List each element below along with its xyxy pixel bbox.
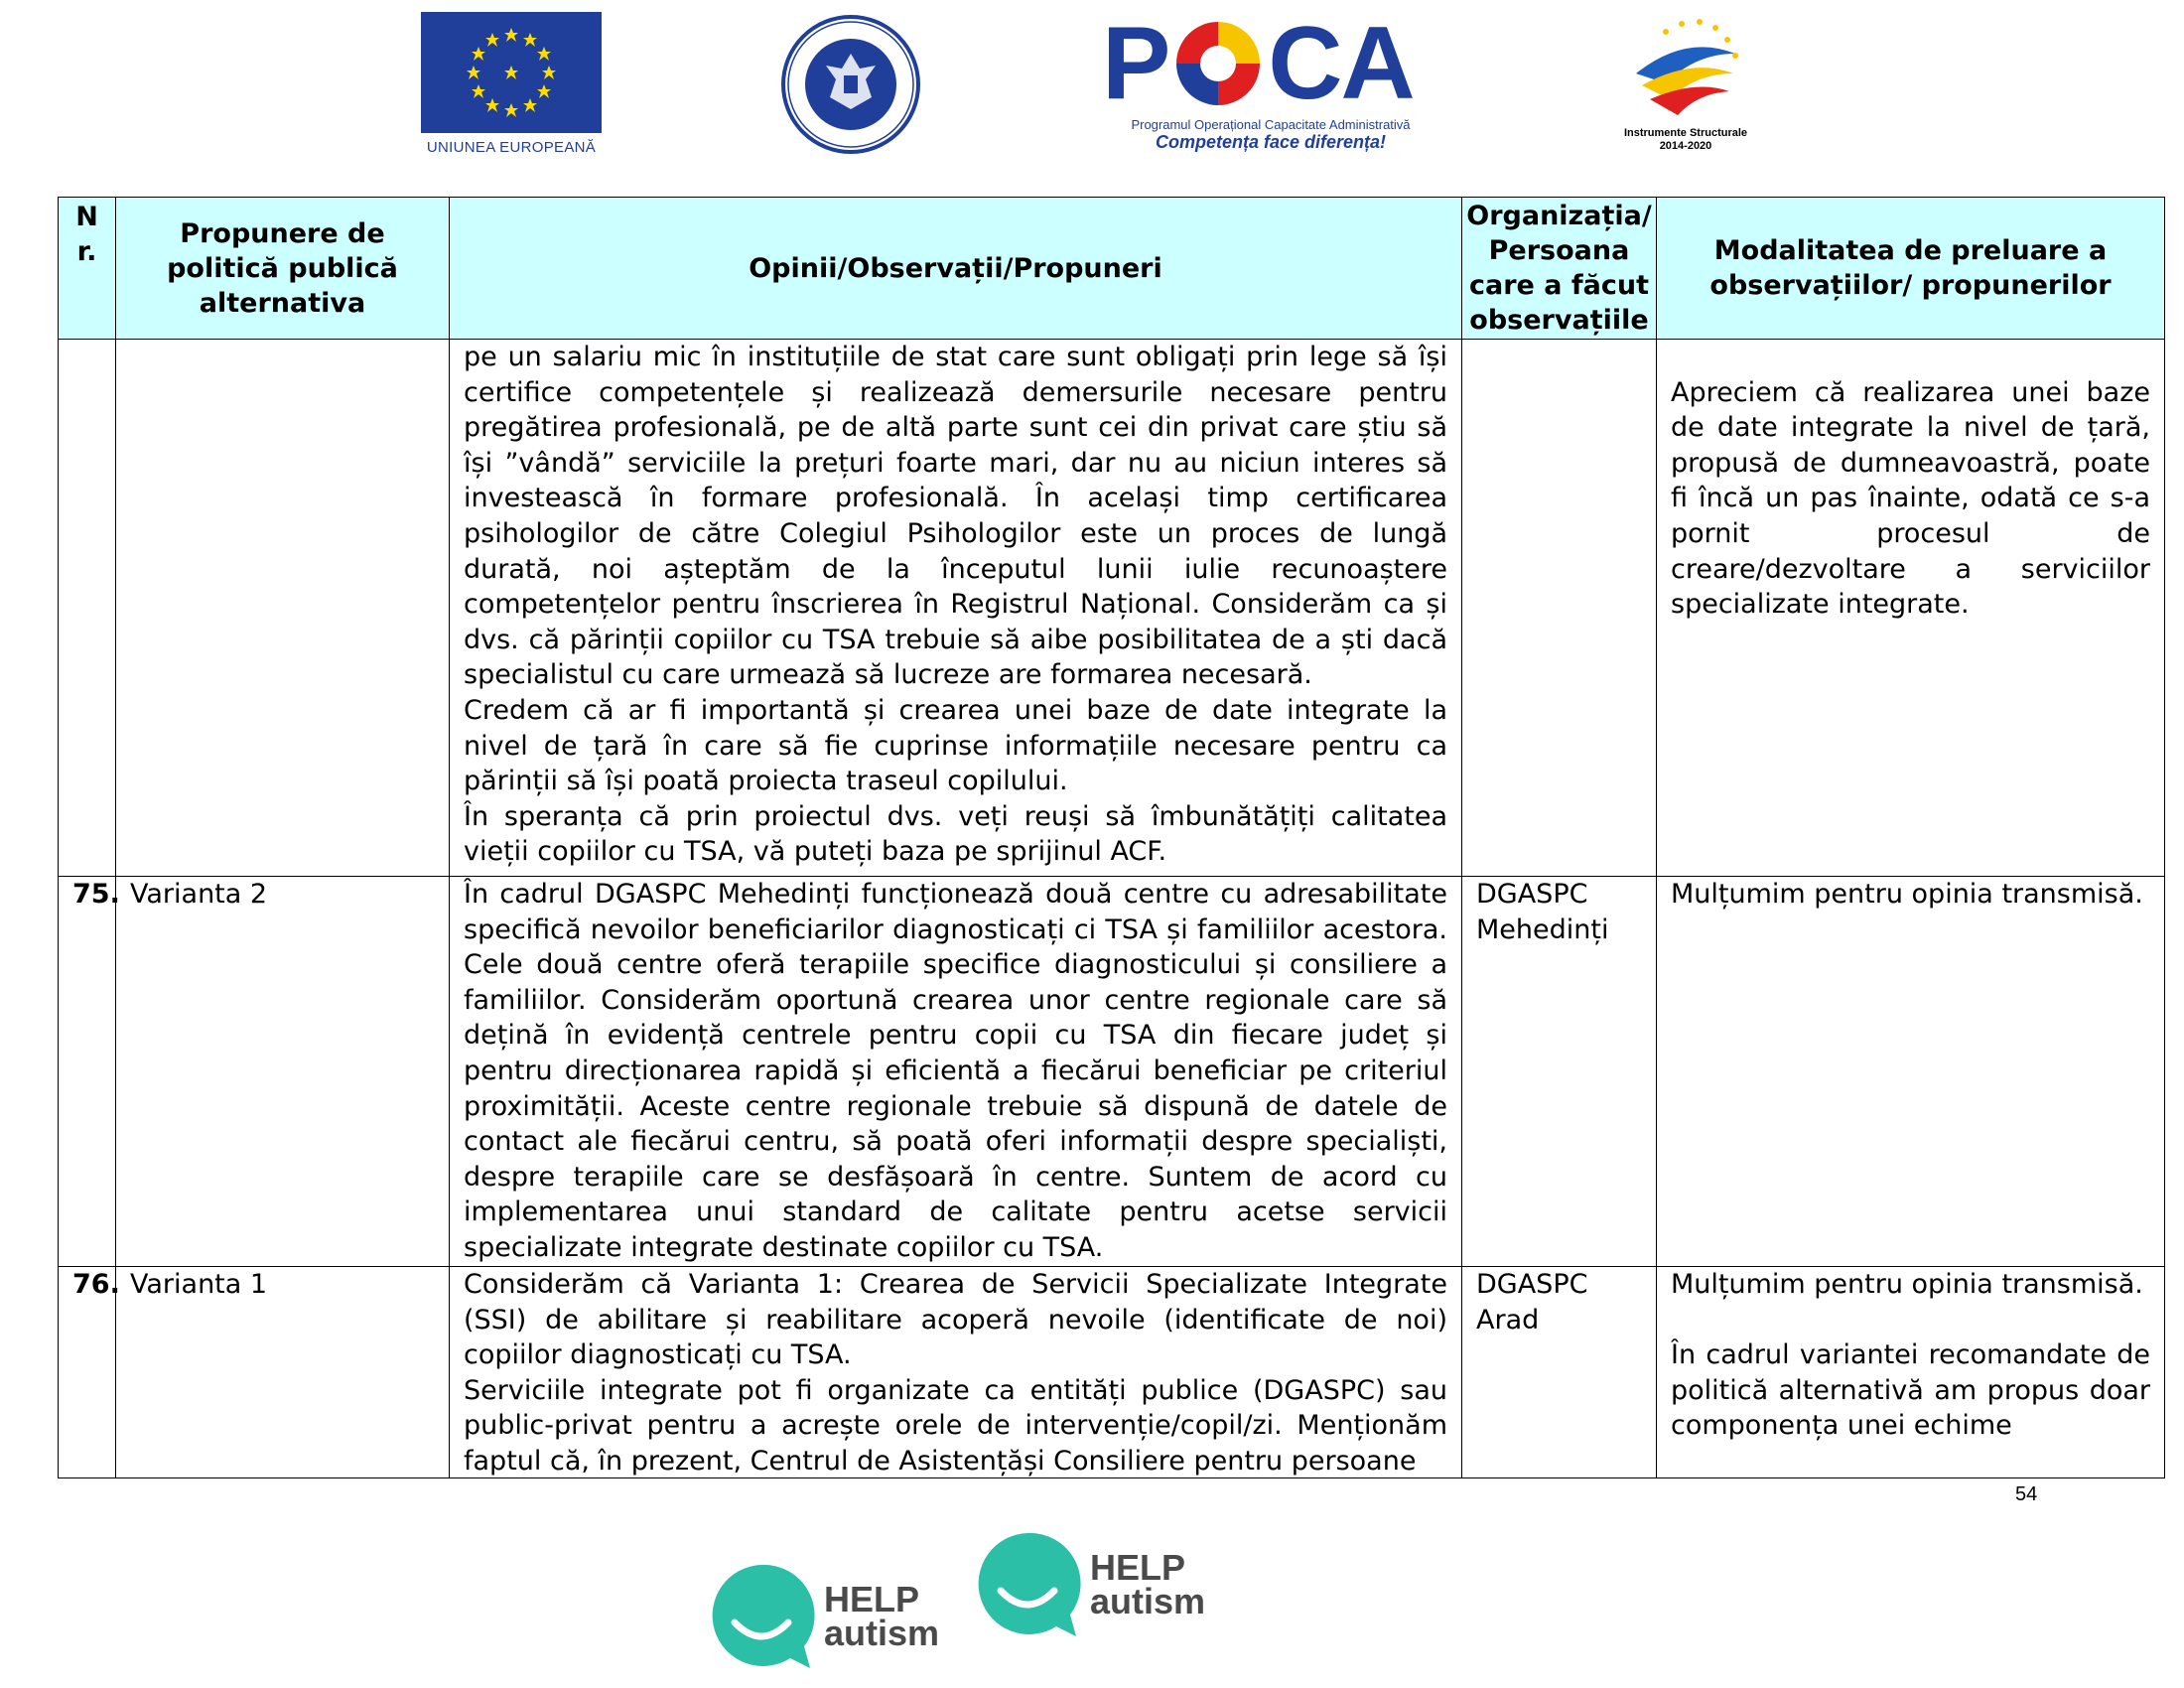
header-opinions: Opinii/Observații/Propuneri — [450, 198, 1462, 340]
help-autism-wordmark: HELP autism — [1090, 1547, 1206, 1621]
row-organization — [1462, 877, 1657, 1267]
row-modality — [1657, 340, 2165, 877]
row-proposal: Varianta 1 — [116, 1267, 450, 1478]
opinion-paragraph: În speranța că prin proiectul dvs. veți reuși să îmbunătățiți calitatea vieții copiilor cu TSA, vă puteți baza pe sprijinul ACF. — [464, 800, 1447, 868]
observations-table — [58, 197, 2164, 1478]
row-proposal: Varianta 2 — [116, 877, 450, 1267]
modality-paragraph: Mulțumim pentru opinia transmisă. — [1671, 1269, 2143, 1300]
table-row — [59, 340, 2165, 877]
header-modality: Modalitatea de preluare a observațiilor/ propunerilor — [1657, 198, 2165, 340]
page-number: 54 — [2015, 1483, 2038, 1505]
modality-paragraph: Apreciem că realizarea unei baze de date integrate la nivel de țară, propusă de dumneavoastră, poate fi încă un pas înainte, odată ce s-a pornit procesul de creare/dezvoltare a serviciilor specializate integrate. — [1671, 376, 2150, 621]
row-organization — [1462, 340, 1657, 877]
eu-logo — [421, 12, 602, 161]
structural-instruments-swirl-icon — [1606, 14, 1765, 123]
spacer — [1671, 1303, 2150, 1338]
header-nr: N r. — [59, 198, 116, 340]
row-number: 75. — [59, 877, 116, 1267]
eu-flag-icon — [421, 12, 602, 133]
row-proposal — [116, 340, 450, 877]
row-opinions — [450, 877, 1462, 1267]
structural-instruments-caption: Instrumente Structurale 2014-2020 — [1623, 127, 1748, 152]
help-autism-logo — [707, 1561, 939, 1672]
opinion-paragraph: pe un salariu mic în instituțiile de stat care sunt obligați prin lege să își certifice competențele și realizează demersurile necesare pentru pregătirea profesională, pe de altă parte sunt cei din privat care știu să își ”vândă” serviciile la prețuri foarte mari, dar nu au niciun interes să investească în formare profesională. În același timp certificarea psihologilor de către Colegiul Psihologilor este un proces de lungă durată, noi așteptăm de la începutul lunii iulie recunoaștere competențelor pentru înscrierea în Registrul Național. Considerăm ca și dvs. că părinții copiilor cu TSA trebuie să aibe posibilitatea de a ști dacă specialistul cu care urmează să lucreze are formarea necesară. — [464, 342, 1447, 691]
poca-ring-icon — [1170, 16, 1266, 111]
row-opinions — [450, 1267, 1462, 1478]
romanian-government-seal-icon — [780, 14, 921, 155]
row-number: 76. — [59, 1267, 116, 1478]
row-modality — [1657, 1267, 2165, 1478]
organization-name: DGASPC Arad — [1476, 1269, 1588, 1336]
eu-caption: UNIUNEA EUROPEANĂ — [426, 139, 597, 156]
table-row — [59, 877, 2165, 1267]
organization-name: DGASPC Mehedinți — [1476, 879, 1609, 945]
table-header-row — [59, 198, 2165, 340]
poca-logo — [1102, 6, 1439, 153]
opinion-paragraph: Considerăm că Varianta 1: Crearea de Servicii Specializate Integrate (SSI) de abilitare și reabilitare acoperă nevoile (identificate de noi) copiilor diagnosticați cu TSA. — [464, 1269, 1447, 1371]
help-autism-logo — [973, 1529, 1205, 1640]
row-opinions — [450, 340, 1462, 877]
opinion-paragraph: Credem că ar fi importantă și crearea unei baze de date integrate la nivel de țară în care să fie cuprinse informațiile necesare pentru ca părinții să își poată proiecta traseul copilului. — [464, 694, 1447, 797]
poca-subtitle: Programul Operațional Capacitate Administrativă — [1131, 117, 1411, 132]
table-row — [59, 1267, 2165, 1478]
opinion-paragraph: Serviciile integrate pot fi organizate ca entități publice (DGASPC) sau public-privat pentru a acrește orele de intervenție/copil/zi. Menționăm faptul că, în prezent, Centrul de Asistențăși Consiliere pentru persoane — [464, 1374, 1447, 1477]
row-organization — [1462, 1267, 1657, 1478]
help-autism-wordmark: HELP autism — [824, 1579, 940, 1653]
modality-paragraph: Mulțumim pentru opinia transmisă. — [1671, 879, 2143, 910]
speech-bubble-smile-icon — [707, 1561, 816, 1672]
modality-paragraph: În cadrul variantei recomandate de politică alternativă am propus doar componența unei echime — [1671, 1339, 2150, 1442]
header-organization: Organizația/ Persoana care a făcut observațiile — [1462, 198, 1657, 340]
structural-instruments-logo — [1606, 14, 1765, 163]
row-modality — [1657, 877, 2165, 1267]
opinion-paragraph: În cadrul DGASPC Mehedinți funcționează două centre cu adresabilitate specifică nevoilor beneficiarilor diagnosticați ci TSA și familiilor acestora. Cele două centre oferă terapiile specifice diagnosticului și consiliere a familiilor. Considerăm oportună crearea unor centre regionale care să dețină în evidență centrele pentru copii cu TSA din fiecare județ și pentru direcționarea rapidă și eficientă a fiecărui beneficiar pe criteriul proximității. Aceste centre regionale trebuie să dispună de datele de contact ale fiecărui centru, să poată oferi informații despre specialiști, despre terapiile care se desfășoară în centre. Suntem de acord cu implementarea unui standard de calitate pentru acetse servicii specializate integrate destinate copiilor cu TSA. — [464, 879, 1447, 1263]
spacer — [1671, 340, 2150, 375]
header-proposal: Propunere de politică publică alternativa — [116, 198, 450, 340]
row-number — [59, 340, 116, 877]
speech-bubble-smile-icon — [973, 1529, 1082, 1640]
poca-tagline: Competența face diferența! — [1155, 132, 1387, 152]
poca-wordmark: P CA — [1102, 6, 1414, 121]
